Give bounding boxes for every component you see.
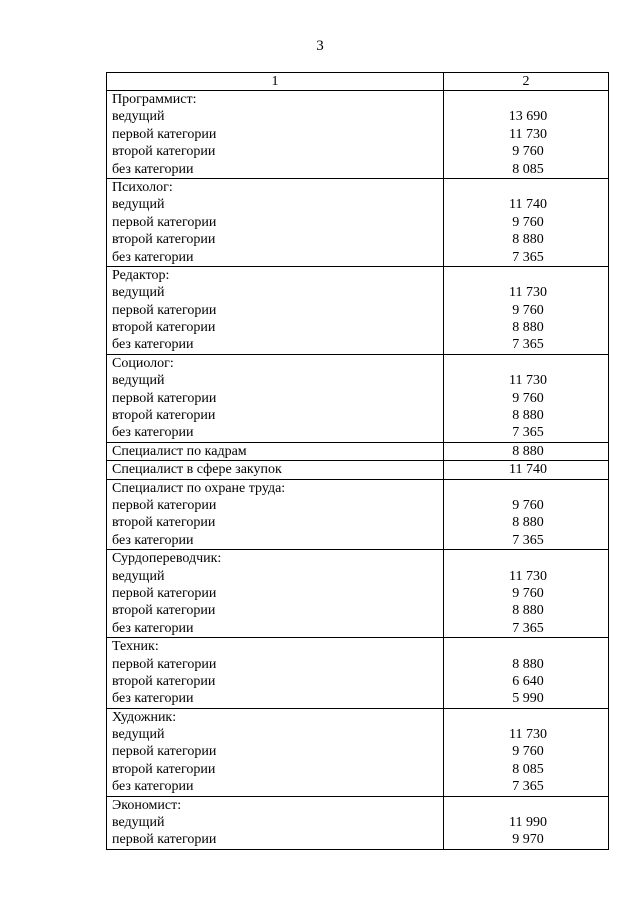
category-label: второй категории — [112, 320, 216, 336]
category-label: без категории — [112, 425, 194, 441]
table-row — [107, 178, 609, 266]
salary-cell — [444, 91, 609, 179]
category-label: первой категории — [112, 585, 217, 601]
table-row — [107, 479, 609, 550]
position-title: Специалист в сфере закупок — [112, 462, 282, 478]
salary-table — [106, 72, 609, 850]
category-label: без категории — [112, 161, 194, 177]
column-header-1: 1 — [107, 73, 444, 91]
category-label: ведущий — [112, 285, 165, 301]
category-label: ведущий — [112, 197, 165, 213]
salary-value: 9 760 — [512, 497, 544, 513]
table-row — [107, 796, 609, 849]
blank-value — [444, 709, 608, 726]
table-row — [107, 442, 609, 460]
position-title: Экономист: — [112, 797, 182, 813]
salary-value: 11 730 — [509, 727, 547, 743]
salary-value: 7 365 — [512, 337, 544, 353]
salary-value: 11 730 — [509, 373, 547, 389]
position-cell — [107, 442, 444, 460]
salary-value: 8 880 — [512, 515, 544, 531]
salary-value: 7 365 — [512, 620, 544, 636]
salary-cell — [444, 796, 609, 849]
salary-value: 11 730 — [509, 285, 547, 301]
salary-cell — [444, 550, 609, 638]
salary-value: 8 880 — [512, 656, 544, 672]
category-label: второй категории — [112, 408, 216, 424]
category-label: второй категории — [112, 761, 216, 777]
salary-value: 8 880 — [512, 320, 544, 336]
salary-value: 5 990 — [512, 691, 544, 707]
salary-value: 7 365 — [512, 425, 544, 441]
blank-value — [444, 797, 608, 814]
table-row — [107, 638, 609, 709]
table-row — [107, 266, 609, 354]
table-row — [107, 550, 609, 638]
category-label: ведущий — [112, 727, 165, 743]
blank-value — [444, 91, 608, 108]
position-title: Специалист по охране труда: — [112, 480, 286, 496]
salary-value: 9 970 — [512, 832, 544, 848]
salary-value: 13 690 — [508, 109, 548, 125]
salary-value: 8 880 — [512, 443, 544, 459]
salary-cell — [444, 479, 609, 550]
category-label: первой категории — [112, 832, 217, 848]
salary-value: 7 365 — [512, 532, 544, 548]
salary-value: 9 760 — [512, 144, 544, 160]
blank-value — [444, 480, 608, 497]
salary-cell — [444, 638, 609, 709]
salary-value: 11 730 — [509, 126, 547, 142]
salary-value: 8 085 — [512, 761, 544, 777]
category-label: без категории — [112, 620, 194, 636]
category-label: первой категории — [112, 390, 217, 406]
blank-value — [444, 550, 608, 567]
salary-cell — [444, 442, 609, 460]
salary-value: 11 990 — [509, 815, 547, 831]
category-label: второй категории — [112, 603, 216, 619]
position-cell — [107, 461, 444, 479]
salary-value: 9 760 — [512, 585, 544, 601]
blank-value — [444, 267, 608, 284]
salary-value: 7 365 — [512, 779, 544, 795]
position-cell — [107, 550, 444, 638]
category-label: второй категории — [112, 232, 216, 248]
position-title: Социолог: — [112, 355, 174, 371]
header-row — [107, 73, 609, 91]
salary-value: 8 880 — [512, 232, 544, 248]
salary-value: 11 740 — [509, 197, 547, 213]
position-title: Специалист по кадрам — [112, 443, 247, 459]
position-cell — [107, 638, 444, 709]
position-title: Сурдопереводчик: — [112, 551, 222, 567]
salary-cell — [444, 178, 609, 266]
position-title: Редактор: — [112, 267, 170, 283]
salary-value: 6 640 — [512, 673, 544, 689]
position-cell — [107, 91, 444, 179]
salary-value: 11 740 — [509, 462, 547, 478]
salary-cell — [444, 354, 609, 442]
category-label: без категории — [112, 779, 194, 795]
category-label: первой категории — [112, 497, 217, 513]
blank-value — [444, 355, 608, 372]
position-cell — [107, 266, 444, 354]
category-label: без категории — [112, 532, 194, 548]
salary-value: 9 760 — [512, 302, 544, 318]
category-label: ведущий — [112, 568, 165, 584]
salary-cell — [444, 266, 609, 354]
category-label: без категории — [112, 249, 194, 265]
position-title: Техник: — [112, 639, 159, 655]
category-label: ведущий — [112, 815, 165, 831]
salary-value: 9 760 — [512, 744, 544, 760]
salary-value: 8 880 — [512, 408, 544, 424]
blank-value — [444, 179, 608, 196]
position-title: Программист: — [112, 92, 197, 107]
position-cell — [107, 796, 444, 849]
category-label: первой категории — [112, 126, 217, 142]
salary-cell — [444, 461, 609, 479]
table-row — [107, 354, 609, 442]
category-label: первой категории — [112, 744, 217, 760]
salary-value: 7 365 — [512, 249, 544, 265]
category-label: первой категории — [112, 656, 217, 672]
position-cell — [107, 178, 444, 266]
table-row — [107, 461, 609, 479]
category-label: ведущий — [112, 109, 165, 125]
salary-value: 11 730 — [509, 568, 547, 584]
category-label: второй категории — [112, 515, 216, 531]
position-cell — [107, 354, 444, 442]
position-cell — [107, 479, 444, 550]
category-label: без категории — [112, 337, 194, 353]
salary-value: 9 760 — [512, 390, 544, 406]
column-header-2: 2 — [444, 73, 609, 91]
page-number: 3 — [316, 38, 324, 54]
blank-value — [444, 638, 608, 655]
category-label: первой категории — [112, 214, 217, 230]
salary-cell — [444, 708, 609, 796]
table-row — [107, 708, 609, 796]
category-label: без категории — [112, 691, 194, 707]
salary-value: 8 085 — [512, 161, 544, 177]
category-label: первой категории — [112, 302, 217, 318]
table-row — [107, 91, 609, 179]
position-title: Художник: — [112, 709, 177, 725]
position-cell — [107, 708, 444, 796]
category-label: ведущий — [112, 373, 165, 389]
salary-value: 8 880 — [512, 603, 544, 619]
category-label: второй категории — [112, 144, 216, 160]
table-body — [107, 91, 609, 850]
salary-value: 9 760 — [512, 214, 544, 230]
category-label: второй категории — [112, 673, 216, 689]
position-title: Психолог: — [112, 179, 173, 195]
